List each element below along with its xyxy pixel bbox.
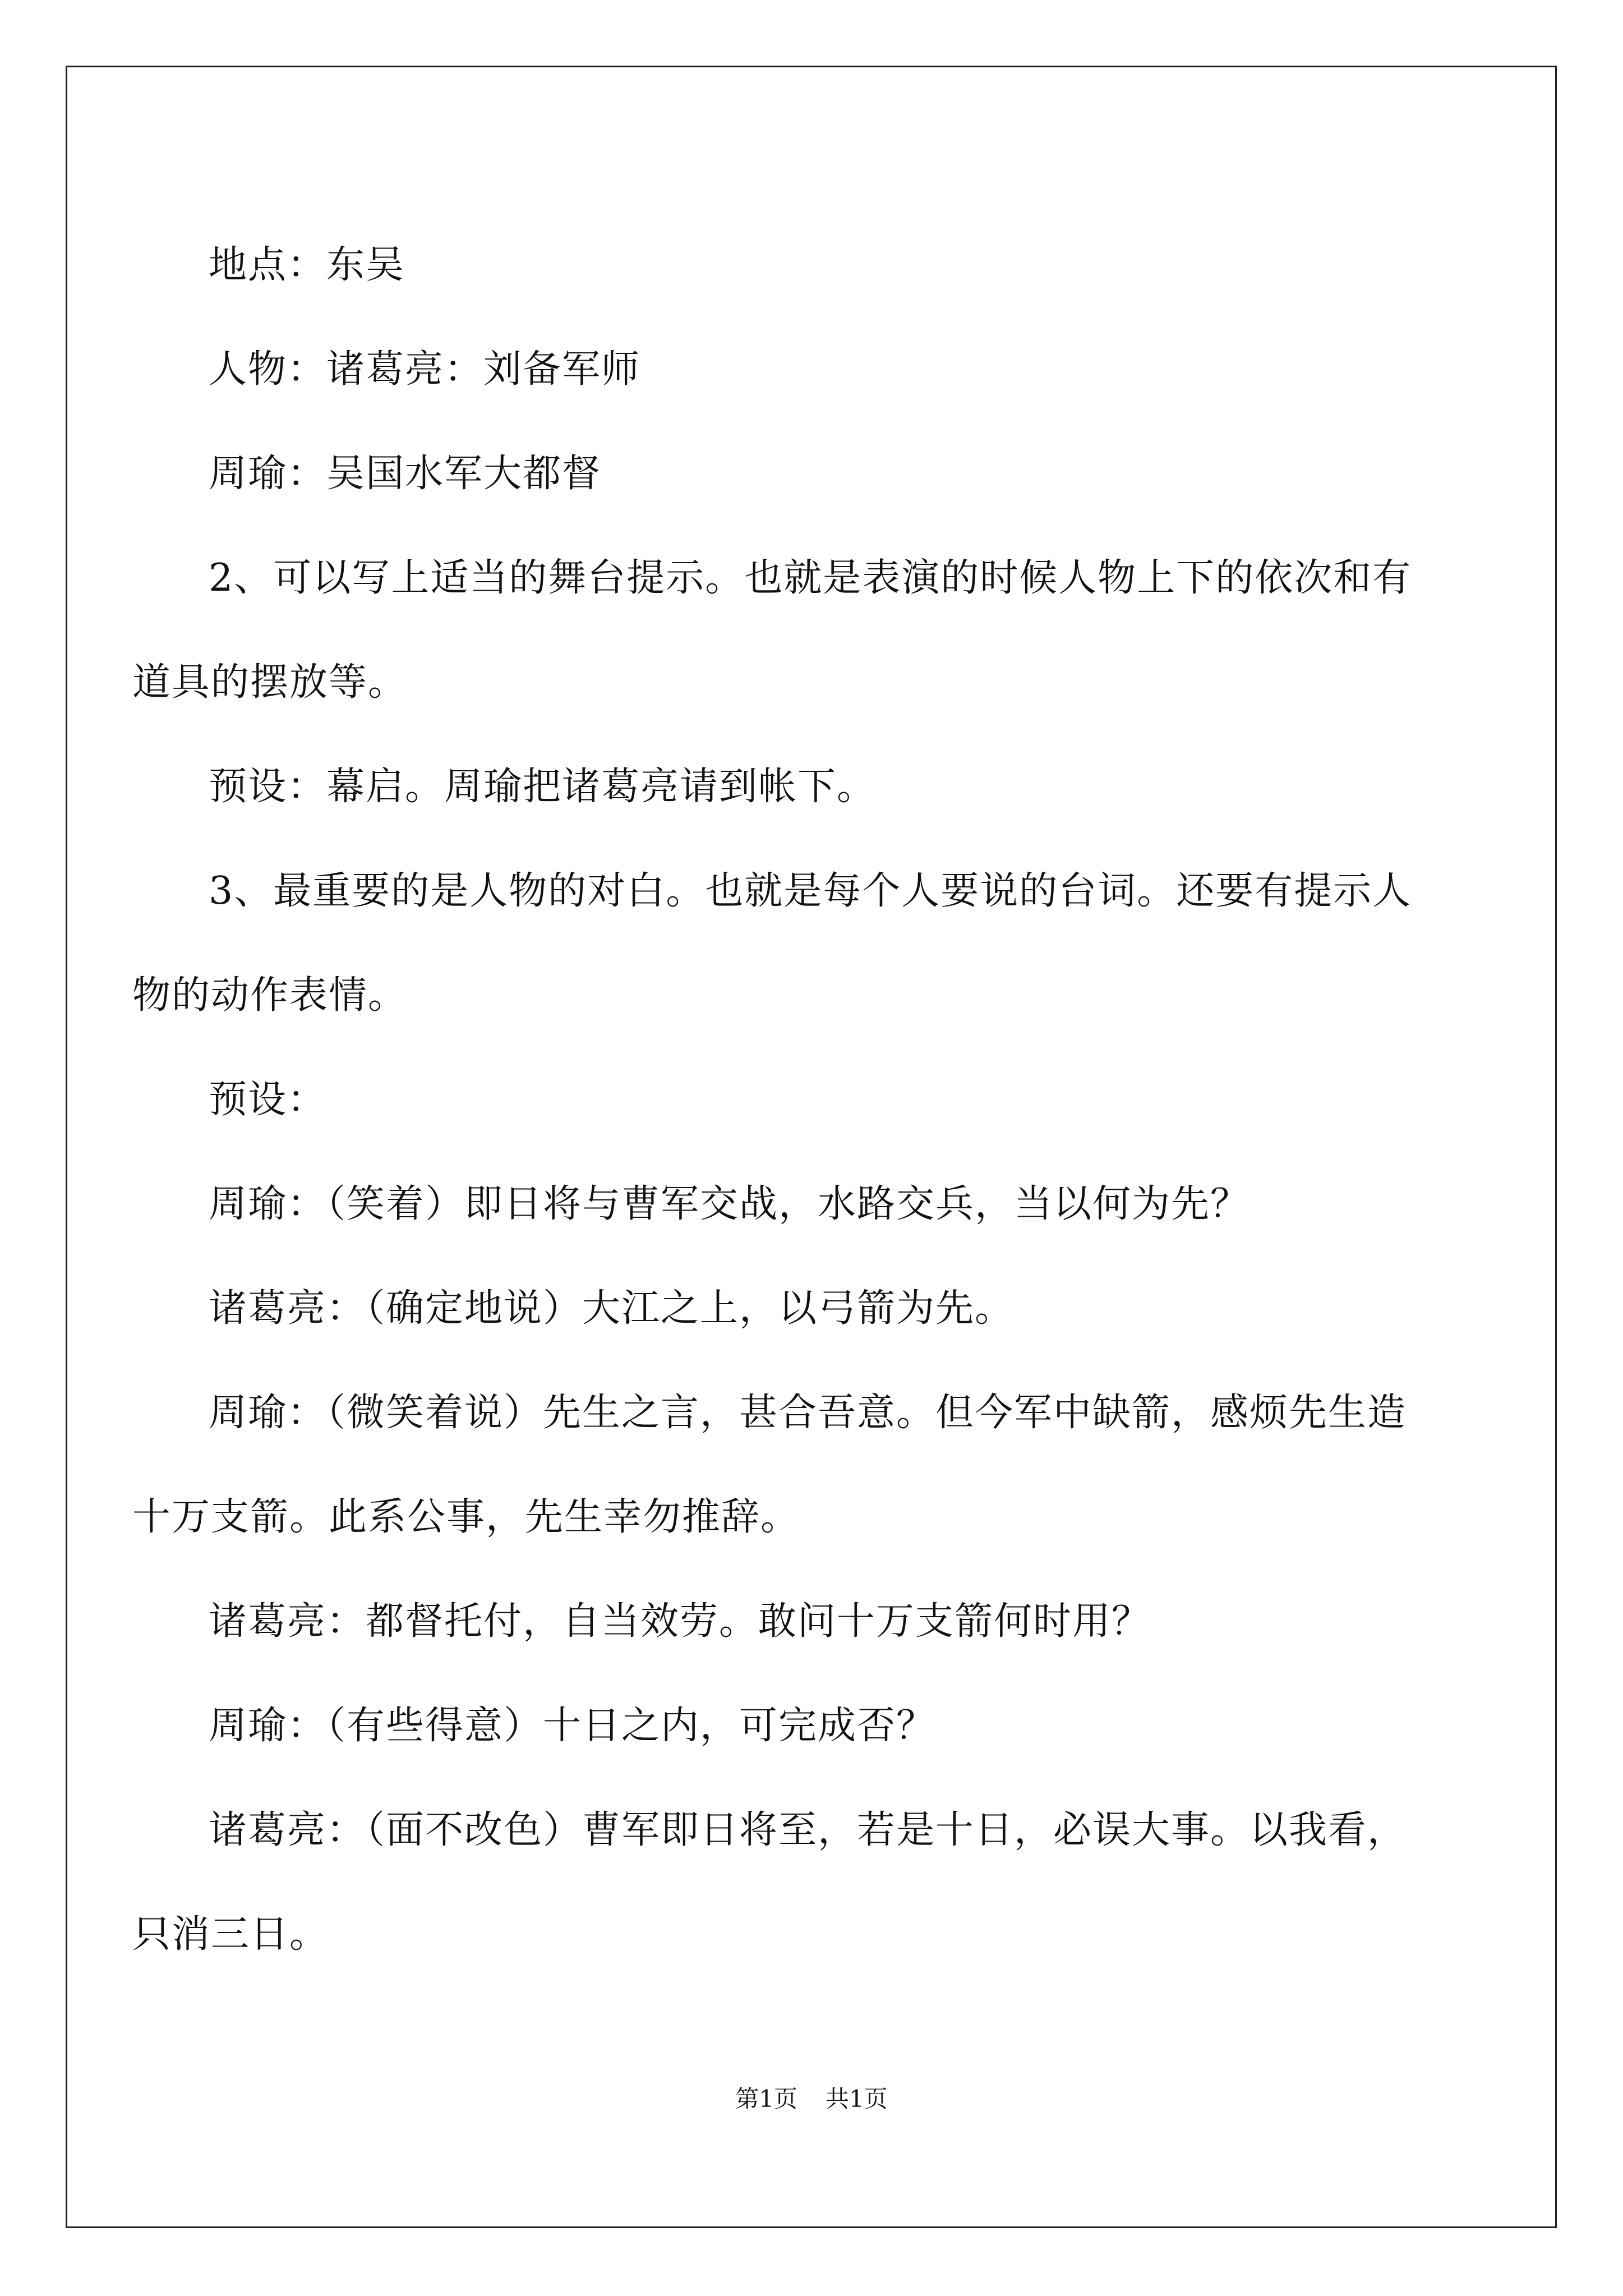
paragraph-characters: 人物：诸葛亮：刘备军师 bbox=[209, 347, 641, 392]
dialogue-line: 诸葛亮：（确定地说）大江之上，以弓箭为先。 bbox=[209, 1286, 1015, 1331]
dialogue-line: 周瑜：（笑着）即日将与曹军交战，水路交兵，当以何为先？ bbox=[209, 1182, 1250, 1226]
dialogue-line: 周瑜：（有些得意）十日之内，可完成否？ bbox=[209, 1704, 936, 1748]
page-number: 第1页 bbox=[735, 2085, 797, 2113]
paragraph-dialogue-note: 3、最重要的是人物的对白。也就是每个人要说的台词。还要有提示人物的动作表情。 bbox=[132, 869, 1412, 1018]
paragraph-preset-curtain: 预设：幕启。周瑜把诸葛亮请到帐下。 bbox=[209, 765, 877, 809]
dialogue-line: 周瑜：（微笑着说）先生之言，甚合吾意。但今军中缺箭，感烦先生造十万支箭。此系公事，先生幸勿推辞。 bbox=[132, 1391, 1407, 1539]
paragraph-stage-directions: 2、可以写上适当的舞台提示。也就是表演的时候人物上下的依次和有道具的摆放等。 bbox=[132, 556, 1412, 705]
page-footer bbox=[0, 2082, 1623, 2116]
dialogue-line: 诸葛亮：（面不改色）曹军即日将至，若是十日，必误大事。以我看，只消三日。 bbox=[132, 1808, 1407, 1957]
paragraph-preset: 预设： bbox=[209, 1078, 327, 1122]
paragraph-location: 地点：东吴 bbox=[209, 243, 405, 287]
document-body bbox=[132, 213, 1433, 2064]
dialogue-line: 诸葛亮：都督托付，自当效劳。敢问十万支箭何时用？ bbox=[209, 1599, 1151, 1644]
paragraph-zhouyu-role: 周瑜：吴国水军大都督 bbox=[209, 452, 602, 496]
page-total: 共1页 bbox=[826, 2085, 888, 2113]
